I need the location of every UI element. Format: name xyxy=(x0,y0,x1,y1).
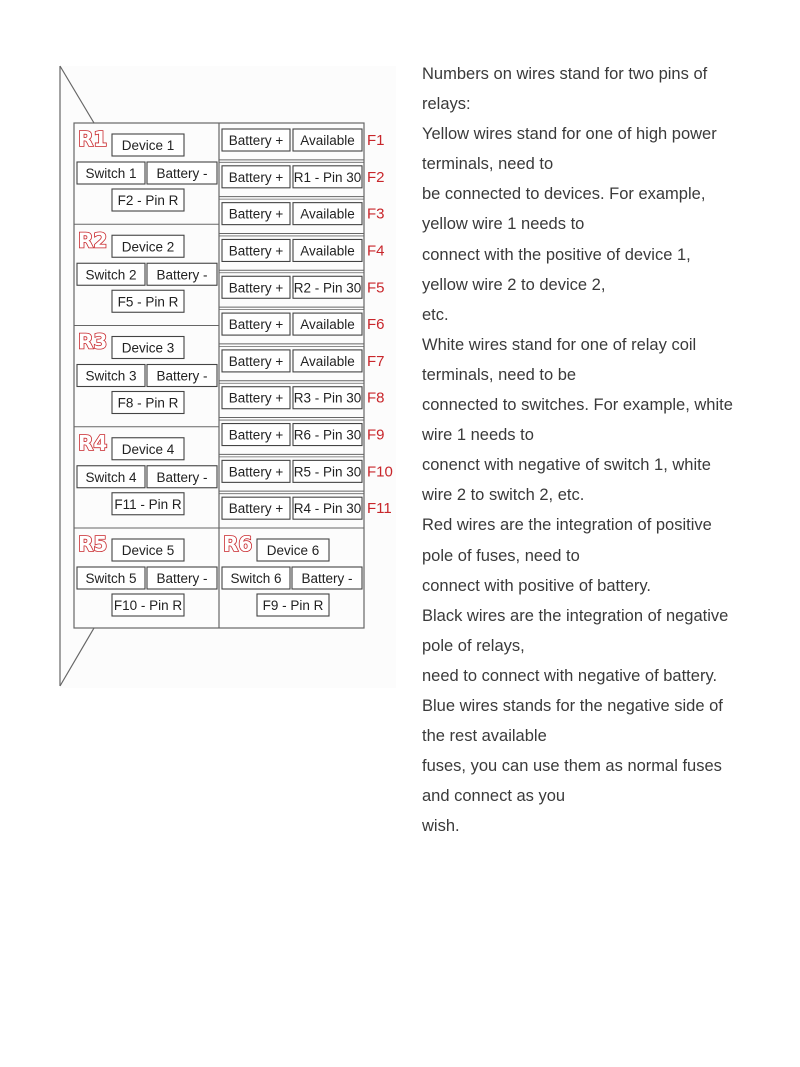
explanation-line: terminals, need to be xyxy=(422,365,577,384)
device-terminal-label: Device 3 xyxy=(121,340,175,356)
explanation-line: connect with the positive of device 1, xyxy=(422,245,691,264)
fuse-label: F2 xyxy=(367,168,385,186)
wiring-explanation xyxy=(422,59,752,841)
fuse-pin-terminal-label: F8 - Pin R xyxy=(117,395,179,411)
explanation-line: Numbers on wires stand for two pins of xyxy=(422,65,708,83)
device-terminal-label: Device 1 xyxy=(121,138,175,153)
explanation-line: wire 1 needs to xyxy=(422,426,534,445)
switch-terminal-label: Switch 2 xyxy=(85,267,137,283)
fuse-battery-positive-label: Battery + xyxy=(228,464,284,480)
device-terminal-label: Device 2 xyxy=(121,239,175,255)
switch-terminal-label: Switch 3 xyxy=(85,368,137,384)
explanation-line: connected to switches. For example, white xyxy=(422,396,733,415)
explanation-line: need to connect with negative of battery. xyxy=(422,666,718,685)
fuse-battery-positive-label: Battery + xyxy=(228,427,284,443)
explanation-line: etc. xyxy=(422,305,449,324)
battery-negative-terminal-label: Battery - xyxy=(301,571,353,586)
fuse-label: F10 xyxy=(367,463,393,481)
explanation-line: Yellow wires stand for one of high power xyxy=(422,125,717,144)
relay-label: R3 xyxy=(78,329,108,354)
fuse-output-label: R1 - Pin 30 xyxy=(293,169,362,185)
fuse-battery-positive-label: Battery + xyxy=(228,280,284,296)
fuse-pin-terminal-label: F2 - Pin R xyxy=(117,193,179,208)
battery-negative-terminal-label: Battery - xyxy=(156,368,208,384)
explanation-line: Red wires are the integration of positive xyxy=(422,516,712,535)
fuse-output-label: R4 - Pin 30 xyxy=(293,501,362,517)
fuse-battery-positive-label: Battery + xyxy=(228,133,284,148)
fuse-label: F8 xyxy=(367,389,385,407)
explanation-line: the rest available xyxy=(422,727,547,746)
explanation-line: yellow wire 1 needs to xyxy=(422,215,585,234)
fuse-label: F11 xyxy=(367,500,392,518)
explanation-line: wish. xyxy=(422,817,460,836)
fuse-battery-positive-label: Battery + xyxy=(228,390,284,406)
switch-terminal-label: Switch 5 xyxy=(85,571,137,586)
explanation-line: pole of fuses, need to xyxy=(422,546,580,565)
fuse-battery-positive-label: Battery + xyxy=(228,169,284,185)
fuse-battery-positive-label: Battery + xyxy=(228,243,284,259)
device-terminal-label: Device 5 xyxy=(121,543,175,558)
explanation-line: be connected to devices. For example, xyxy=(422,185,706,204)
fuse-label: F1 xyxy=(367,132,385,149)
fuse-label: F9 xyxy=(367,426,385,444)
fuse-label: F6 xyxy=(367,316,385,334)
battery-negative-terminal-label: Battery - xyxy=(156,469,208,485)
relay-label: R1 xyxy=(78,127,108,151)
fuse-output-label: Available xyxy=(300,206,355,222)
explanation-line: Black wires are the integration of negative xyxy=(422,606,729,625)
fuse-battery-positive-label: Battery + xyxy=(228,501,284,517)
device-terminal-label: Device 6 xyxy=(266,543,320,558)
battery-negative-terminal-label: Battery - xyxy=(156,571,208,586)
fuse-battery-positive-label: Battery + xyxy=(228,206,284,222)
explanation-line: fuses, you can use them as normal fuses xyxy=(422,757,722,776)
explanation-line: wire 2 to switch 2, etc. xyxy=(422,486,585,505)
switch-terminal-label: Switch 6 xyxy=(230,571,282,586)
fuse-output-label: Available xyxy=(300,243,355,259)
explanation-line: terminals, need to xyxy=(422,155,554,174)
explanation-line: connect with positive of battery. xyxy=(422,576,651,595)
fuse-pin-terminal-label: F9 - Pin R xyxy=(262,598,324,613)
switch-terminal-label: Switch 4 xyxy=(85,469,137,485)
fuse-battery-positive-label: Battery + xyxy=(228,317,284,333)
fuse-output-label: R2 - Pin 30 xyxy=(293,280,362,296)
fuse-label: F5 xyxy=(367,279,385,297)
explanation-line: yellow wire 2 to device 2, xyxy=(422,275,606,294)
fuse-label: F7 xyxy=(367,352,385,370)
explanation-line: conenct with negative of switch 1, white xyxy=(422,456,711,475)
explanation-line: Blue wires stands for the negative side of xyxy=(422,696,723,715)
explanation-line: and connect as you xyxy=(422,787,566,806)
relay-label: R5 xyxy=(78,532,108,556)
battery-negative-terminal-label: Battery - xyxy=(156,267,208,283)
fuse-output-label: R5 - Pin 30 xyxy=(293,464,362,480)
fuse-output-label: Available xyxy=(300,353,355,369)
fuse-output-label: R6 - Pin 30 xyxy=(293,427,362,443)
fuse-output-label: Available xyxy=(300,133,355,148)
fuse-pin-terminal-label: F10 - Pin R xyxy=(113,598,183,613)
relay-label: R4 xyxy=(78,430,108,455)
device-terminal-label: Device 4 xyxy=(121,441,175,457)
relay-label: R6 xyxy=(223,532,253,556)
explanation-line: relays: xyxy=(422,95,471,114)
fuse-pin-terminal-label: F11 - Pin R xyxy=(114,496,182,512)
explanation-line: White wires stand for one of relay coil xyxy=(422,335,697,354)
relay-label: R2 xyxy=(78,228,108,253)
fuse-battery-positive-label: Battery + xyxy=(228,353,284,369)
explanation-line: pole of relays, xyxy=(422,636,525,655)
fuse-label: F4 xyxy=(367,242,385,260)
fuse-output-label: R3 - Pin 30 xyxy=(293,390,362,406)
fuse-output-label: Available xyxy=(300,317,355,333)
fuse-label: F3 xyxy=(367,205,385,223)
fuse-pin-terminal-label: F5 - Pin R xyxy=(117,294,179,310)
switch-terminal-label: Switch 1 xyxy=(85,166,137,181)
battery-negative-terminal-label: Battery - xyxy=(156,166,208,181)
